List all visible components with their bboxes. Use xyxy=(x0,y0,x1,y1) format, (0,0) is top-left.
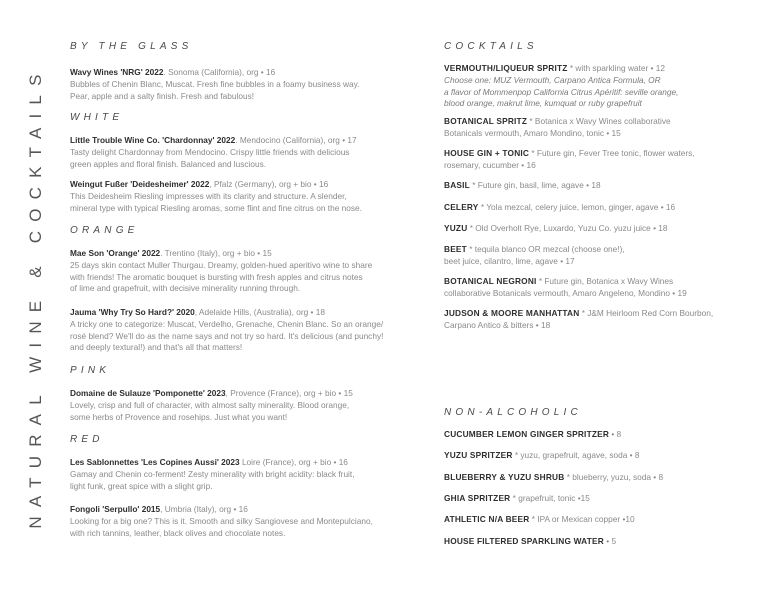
cocktail-item xyxy=(444,180,764,192)
wine-meta: , Provence (France), org + bio • 15 xyxy=(225,388,353,398)
wine-description-line: and deeply textural!) and that's all that matters! xyxy=(70,342,243,353)
cocktail-note-line: a flavor of Mommenpop California Citrus Apéritif: seville orange, xyxy=(444,86,679,97)
wine-description-line: of lime and grapefruit, with decisive minerality running through. xyxy=(70,283,301,294)
cocktail-name: YUZU xyxy=(444,223,468,233)
na-drink-detail: • 5 xyxy=(603,536,617,546)
cocktail-name: BEET xyxy=(444,244,467,254)
cocktail-name: HOUSE GIN + TONIC xyxy=(444,148,530,158)
na-drink-name: GHIA SPRITZER xyxy=(444,493,511,503)
na-drink-item xyxy=(444,493,764,505)
wine-description-line: light funk, great spice with a slight grip. xyxy=(70,480,213,491)
na-drink-name: BLUEBERRY & YUZU SHRUB xyxy=(444,472,565,482)
cocktail-name: JUDSON & MOORE MANHATTAN xyxy=(444,308,580,318)
cocktail-detail-line: Botanicals vermouth, Amaro Mondino, tonic • 15 xyxy=(444,127,621,138)
wine-description-line: green apples and floral finish. Balanced and luscious. xyxy=(70,158,267,169)
cocktail-item xyxy=(444,63,764,110)
cocktail-item xyxy=(444,244,764,268)
na-drink-item xyxy=(444,514,764,526)
wine-item xyxy=(70,135,420,170)
na-drink-detail: * grapefruit, tonic •15 xyxy=(510,493,590,503)
section-heading-red: RED xyxy=(70,434,104,445)
na-drink-item xyxy=(444,536,764,548)
cocktail-detail-line: collaborative Botanicals vermouth, Amaro Angeleno, Mondino • 19 xyxy=(444,287,687,298)
wine-item xyxy=(70,504,420,539)
wine-name: Little Trouble Wine Co. 'Chardonnay' 2022 xyxy=(70,135,236,145)
cocktail-name: VERMOUTH/LIQUEUR SPRITZ xyxy=(444,63,568,73)
wine-item xyxy=(70,388,420,423)
wine-name: Les Sablonnettes 'Les Copines Aussi' 2023 xyxy=(70,457,240,467)
menu-title: NATURAL WINE & COCKTAILS xyxy=(26,65,45,529)
wine-meta: . Sonoma (California), org • 16 xyxy=(163,67,276,77)
na-drink-name: ATHLETIC N/A BEER xyxy=(444,514,530,524)
cocktail-detail: * with sparkling water • 12 xyxy=(567,63,665,73)
wine-item xyxy=(70,307,420,354)
wine-name: Weingut Fußer 'Deidesheimer' 2022 xyxy=(70,179,210,189)
na-drink-item xyxy=(444,450,764,462)
cocktail-detail: * tequila blanco OR mezcal (choose one!), xyxy=(466,244,625,254)
wine-description-line: Looking for a big one? This is it. Smooth and silky Sangiovese and Montepulciano, xyxy=(70,515,373,526)
wine-name: Domaine de Sulauze 'Pomponette' 2023 xyxy=(70,388,226,398)
cocktail-detail-line: Carpano Antico & bitters • 18 xyxy=(444,319,551,330)
cocktail-name: BASIL xyxy=(444,180,470,190)
wine-description-line: with rich tannins, leather, black olives and chocolate notes. xyxy=(70,527,286,538)
na-drink-detail: * yuzu, grapefruit, agave, soda • 8 xyxy=(512,450,640,460)
na-drink-item xyxy=(444,429,764,441)
cocktail-detail: * Yola mezcal, celery juice, lemon, ginger, agave • 16 xyxy=(478,202,676,212)
wine-meta: . Mendocino (California), org • 17 xyxy=(235,135,357,145)
section-heading-by-the-glass: BY THE GLASS xyxy=(70,41,193,52)
wine-name: Mae Son 'Orange' 2022 xyxy=(70,248,161,258)
wine-meta: , Adelaide Hills, (Australia), org • 18 xyxy=(194,307,325,317)
cocktail-detail: * Botanica x Wavy Wines collaborative xyxy=(527,116,671,126)
wine-description-line: rosé blend? We'll do as the name says and not try so hard. It's delicious (and punchy! xyxy=(70,330,384,341)
cocktail-detail: * Future gin, basil, lime, agave • 18 xyxy=(469,180,601,190)
cocktail-name: BOTANICAL NEGRONI xyxy=(444,276,537,286)
cocktail-detail: * Old Overholt Rye, Luxardo, Yuzu Co. yuzu juice • 18 xyxy=(467,223,668,233)
wine-description-line: with friends! The aromatic bouquet is bursting with fresh apples and citrus notes xyxy=(70,271,363,282)
cocktail-detail-line: rosemary, cucumber • 16 xyxy=(444,159,536,170)
cocktail-item xyxy=(444,202,764,214)
wine-description-line: This Deidesheim Riesling impresses with its clarity and structure. A slender, xyxy=(70,190,347,201)
section-heading-orange: ORANGE xyxy=(70,225,139,236)
wine-meta: , Umbria (Italy), org • 16 xyxy=(160,504,248,514)
cocktail-note-line: blood orange, makrut lime, kumquat or ruby grapefruit xyxy=(444,98,642,109)
na-drink-name: YUZU SPRITZER xyxy=(444,450,513,460)
wine-description-line: mineral type with typical Riesling aromas, some flint and fine citrus on the nose. xyxy=(70,202,362,213)
na-drink-detail: * blueberry, yuzu, soda • 8 xyxy=(564,472,664,482)
wine-item xyxy=(70,248,420,295)
cocktail-item xyxy=(444,308,764,332)
wine-description-line: A tricky one to categorize: Muscat, Verdelho, Grenache, Chenin Blanc. So an orange/ xyxy=(70,318,384,329)
wine-item xyxy=(70,457,420,492)
section-heading-pink: PINK xyxy=(70,365,111,376)
na-drink-name: HOUSE FILTERED SPARKLING WATER xyxy=(444,536,604,546)
cocktail-note-line: Choose one: MUZ Vermouth, Carpano Antica Formula, OR xyxy=(444,74,661,85)
wine-description-line: 25 days skin contact Muller Thurgau. Dreamy, golden-hued aperitivo wine to share xyxy=(70,259,373,270)
na-drink-detail: * IPA or Mexican copper •10 xyxy=(529,514,635,524)
wine-description-line: some herbs of Provence and rosehips. Just what you want! xyxy=(70,411,288,422)
wine-description-line: Gamay and Chenin co-ferment! Zesty minerality with bright acidity: black fruit, xyxy=(70,468,355,479)
wine-meta: . Trentino (Italy), org + bio • 15 xyxy=(160,248,272,258)
cocktail-detail: * Future gin, Botanica x Wavy Wines xyxy=(536,276,674,286)
cocktail-name: BOTANICAL SPRITZ xyxy=(444,116,528,126)
wine-description-line: Tasty delight Chardonnay from Mendocino. Crispy little friends with delicious xyxy=(70,146,350,157)
cocktail-detail: * Future gin, Fever Tree tonic, flower waters, xyxy=(529,148,695,158)
wine-meta: , Pfalz (Germany), org + bio • 16 xyxy=(209,179,329,189)
na-drink-item xyxy=(444,472,764,484)
cocktail-detail: * J&M Heirloom Red Corn Bourbon, xyxy=(579,308,714,318)
wine-item xyxy=(70,179,420,214)
section-heading-cocktails: COCKTAILS xyxy=(444,41,538,52)
cocktail-detail-line: beet juice, cilantro, lime, agave • 17 xyxy=(444,255,575,266)
cocktail-item xyxy=(444,276,764,300)
wine-name: Fongoli 'Serpullo' 2015 xyxy=(70,504,161,514)
cocktail-item xyxy=(444,148,764,172)
section-heading-white: WHITE xyxy=(70,112,124,123)
wine-name: Wavy Wines 'NRG' 2022 xyxy=(70,67,164,77)
wine-description-line: Bubbles of Chenin Blanc, Muscat. Fresh fine bubbles in a foamy business way. xyxy=(70,78,360,89)
cocktail-name: CELERY xyxy=(444,202,479,212)
cocktail-item xyxy=(444,116,764,140)
wine-item xyxy=(70,67,420,102)
wine-description-line: Pear, apple and a salty finish. Fresh and fabulous! xyxy=(70,90,255,101)
wine-meta: Loire (France), org + bio • 16 xyxy=(239,457,348,467)
na-drink-detail: • 8 xyxy=(609,429,622,439)
wine-name: Jauma 'Why Try So Hard?' 2020 xyxy=(70,307,195,317)
cocktail-item xyxy=(444,223,764,235)
na-drink-name: CUCUMBER LEMON GINGER SPRITZER xyxy=(444,429,610,439)
section-heading-non-alcoholic: NON-ALCOHOLIC xyxy=(444,407,582,418)
wine-description-line: Lovely, crisp and full of character, with almost salty minerality. Blood orange, xyxy=(70,399,350,410)
